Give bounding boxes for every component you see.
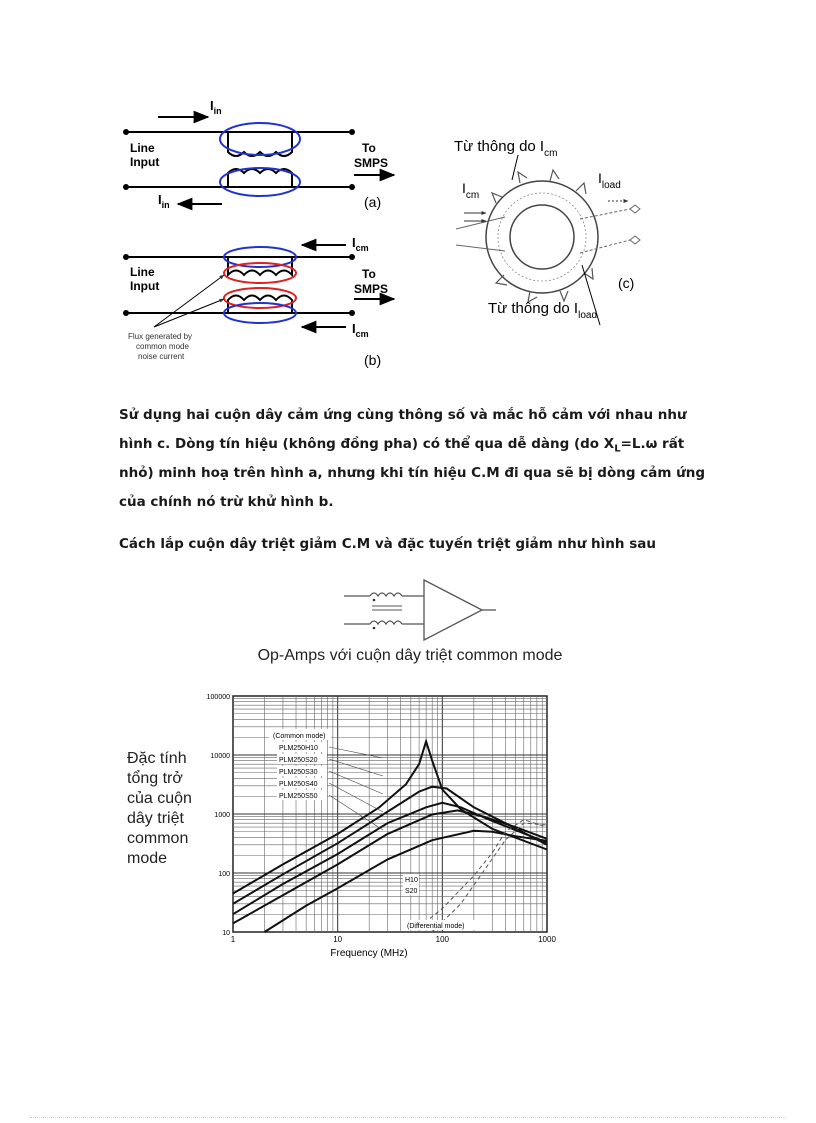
- svg-text:To: To: [362, 141, 376, 155]
- y-tick-label: 10000: [210, 753, 230, 760]
- svg-text:Icm: $I_{cm}$: [462, 180, 480, 201]
- svg-text:Flux generated by: Flux generated by: [128, 332, 193, 341]
- x-tick-label: 1000: [538, 935, 556, 944]
- tag-a: (a): [364, 194, 382, 210]
- tag-b: (b): [364, 352, 382, 368]
- label-iin-bottom: $I_{in}$: [158, 192, 170, 210]
- x-tick-label: 1: [230, 935, 236, 944]
- legend-entry-plm250h10: PLM250H10: [279, 745, 318, 752]
- diagram-b: [123, 235, 394, 368]
- legend-entry-plm250s40: PLM250S40: [279, 781, 318, 788]
- impedance-chart: [195, 688, 565, 960]
- svg-text:Icm: $I_{cm}$: [352, 321, 369, 339]
- x-tick-label: 100: [435, 935, 450, 944]
- svg-text:Line: Line: [130, 141, 155, 155]
- legend-diff-entry-h10: H10: [405, 877, 418, 884]
- y-tick-label: 10: [222, 930, 230, 937]
- paragraph-1-line-4: của chính nó trừ khử hình b.: [119, 494, 334, 510]
- legend-entry-plm250s50: PLM250S50: [279, 793, 318, 800]
- legend-entry-plm250s30: PLM250S30: [279, 769, 318, 776]
- paragraph-1-line-2: hình c. Dòng tín hiệu (không đồng pha) có thể qua dễ dàng (do $X_L=L.\omega$ rất: [119, 436, 685, 455]
- legend-diff-entry-s20: S20: [405, 888, 418, 895]
- paragraph-1: [119, 401, 719, 517]
- svg-text:Iload: $I_{load}$: [598, 170, 621, 191]
- y-tick-label: 100000: [206, 694, 230, 701]
- y-tick-label: 100: [218, 871, 230, 878]
- opamp-caption: Op-Amps với cuộn dây triệt common mode: [257, 647, 563, 664]
- paragraph-1-line-1: Sử dụng hai cuộn dây cảm ứng cùng thông số và mắc hỗ cảm với nhau như: [119, 407, 687, 423]
- y-tick-label: 1000: [214, 812, 230, 819]
- diagram-a: [123, 98, 394, 210]
- svg-text:SMPS: SMPS: [354, 156, 389, 170]
- x-tick-label: 10: [333, 935, 343, 944]
- opamp-figure: [340, 578, 500, 644]
- paragraph-2: Cách lắp cuộn dây triệt giảm C.M và đặc tuyến triệt giảm như hình sau: [119, 536, 656, 552]
- svg-text:Từ thông do Iload: Từ thông do $I_{load}$: [488, 300, 598, 321]
- legend-entry-plm250s20: PLM250S20: [279, 757, 318, 764]
- svg-text:To: To: [362, 267, 376, 281]
- svg-text:Line: Line: [130, 265, 155, 279]
- page-bottom-rule: [30, 1117, 786, 1118]
- x-axis-label: Frequency (MHz): [330, 948, 408, 959]
- tag-c: (c): [618, 275, 635, 291]
- svg-text:SMPS: SMPS: [354, 282, 389, 296]
- svg-text:common mode: common mode: [136, 342, 189, 351]
- chart-side-label: Đặc tính tổng trở của cuộn dây triệt common mode: [127, 750, 192, 867]
- svg-text:noise current: noise current: [138, 352, 185, 361]
- svg-text:Input: Input: [130, 279, 160, 293]
- svg-text:Input: Input: [130, 155, 160, 169]
- emi-filter-figure: [110, 95, 650, 385]
- legend-diff-title: (Differential mode): [407, 923, 465, 930]
- label-iin-top: $I_{in}$: [210, 98, 222, 116]
- legend-common-title: (Common mode): [273, 733, 326, 740]
- svg-text:Từ thông do Icm: Từ thông do $I_{cm}$: [454, 138, 558, 159]
- paragraph-1-line-3: nhỏ) minh hoạ trên hình a, nhưng khi tín hiệu C.M đi qua sẽ bị dòng cảm ứng: [119, 465, 705, 481]
- svg-text:Icm: $I_{cm}$: [352, 235, 369, 253]
- diagram-c: [454, 138, 640, 325]
